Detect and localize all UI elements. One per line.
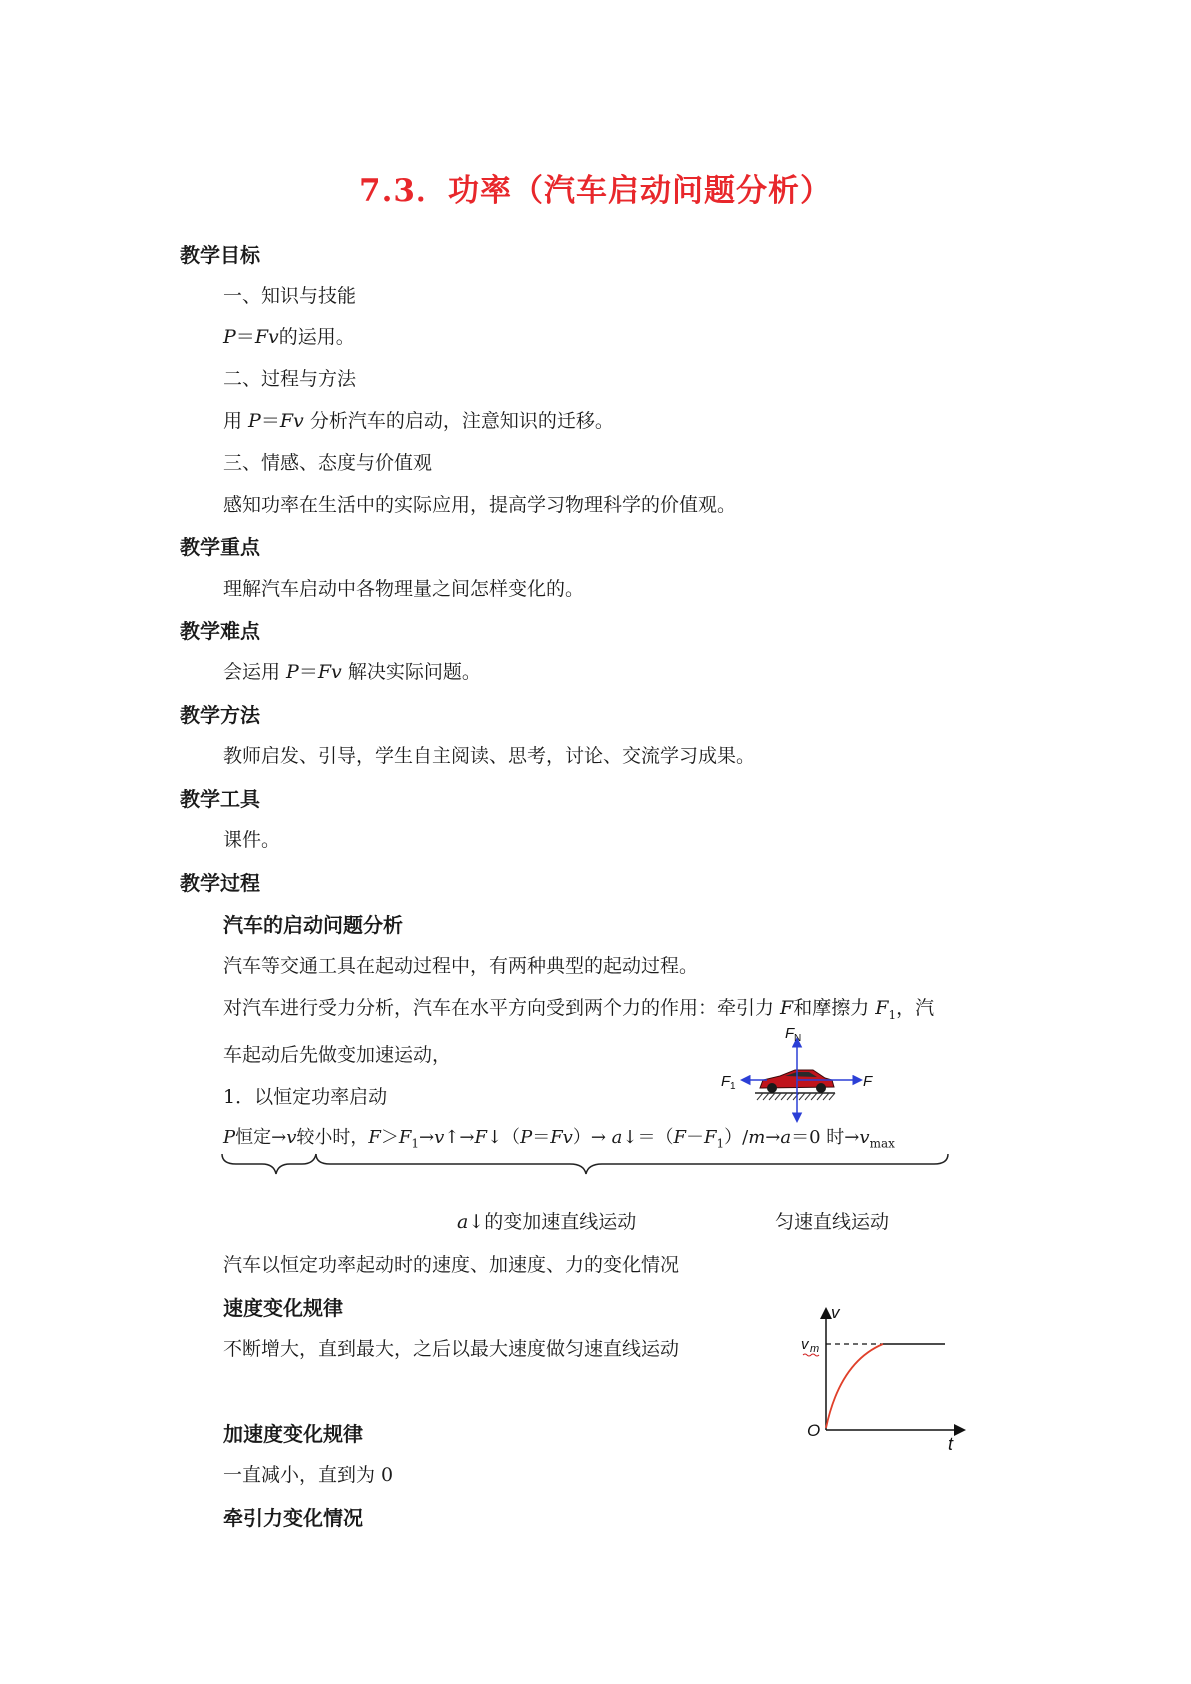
- symbol-f1: F: [875, 997, 889, 1019]
- chain-vmax: v: [859, 1127, 870, 1148]
- chain-f: F: [673, 1127, 686, 1148]
- goal-process-text: [223, 406, 614, 433]
- step-constant-power: 1．以恒定功率启动: [223, 1086, 388, 1108]
- brace-short: [222, 1154, 316, 1174]
- force-analysis-a: 对汽车进行受力分析，汽车在水平方向受到两个力的作用：牵引力: [223, 997, 781, 1019]
- chain-sub: max: [869, 1136, 895, 1151]
- chain-m: m: [748, 1127, 766, 1148]
- process-heading: 教学过程: [180, 871, 260, 895]
- chain-p: P: [520, 1127, 533, 1148]
- difficult-suffix: 解决实际问题。: [341, 661, 481, 683]
- symbol-p: P: [286, 661, 299, 683]
- subscript-1: 1: [888, 1007, 897, 1022]
- v-axis-label: v: [831, 1303, 840, 1322]
- equals-sign: ＝: [298, 661, 318, 683]
- chain-f1: F: [398, 1127, 412, 1148]
- goal-knowledge-suffix: 的运用。: [278, 326, 355, 348]
- speed-text: 不断增大，直到最大，之后以最大速度做匀速直线运动: [223, 1338, 680, 1360]
- chain-text: ＝: [532, 1127, 551, 1148]
- goal-process-prefix: 用: [223, 410, 249, 432]
- brace-long: [316, 1154, 948, 1174]
- key-text: 理解汽车启动中各物理量之间怎样变化的。: [223, 578, 585, 600]
- acceleration-text: 一直减小，直到为 0: [223, 1464, 394, 1486]
- f-label: F: [863, 1073, 873, 1090]
- chain-text: －: [686, 1127, 704, 1148]
- ground-hatch: [755, 1093, 835, 1100]
- velocity-time-graph: [795, 1302, 975, 1452]
- vm-label: v: [801, 1336, 809, 1353]
- car-force-diagram: [705, 1020, 880, 1125]
- method-heading: 教学方法: [180, 703, 260, 727]
- difficult-heading: 教学难点: [180, 619, 260, 643]
- force-analysis-c: 和摩擦力: [793, 997, 876, 1019]
- chain-a: a: [611, 1127, 623, 1148]
- t-axis-label: t: [948, 1434, 954, 1452]
- chain-text: →: [419, 1127, 435, 1148]
- brace-label-variable-text: ↓的变加速直线运动: [468, 1211, 637, 1233]
- chain-text: →: [765, 1127, 781, 1148]
- chain-f1: F: [704, 1127, 717, 1148]
- process-paragraph-1: 汽车等交通工具在起动过程中，有两种典型的起动过程。: [223, 955, 699, 977]
- chain-a: a: [780, 1127, 792, 1148]
- difficult-text: [223, 657, 481, 684]
- speed-heading: 速度变化规律: [223, 1296, 343, 1320]
- goal-process-suffix: 分析汽车的启动，注意知识的迁移。: [303, 410, 614, 432]
- symbol-p: P: [223, 326, 236, 348]
- goal-knowledge: 一、知识与技能: [223, 285, 357, 307]
- f1-sub: 1: [730, 1081, 736, 1092]
- brace-label-uniform: 匀速直线运动: [775, 1211, 890, 1233]
- chain-text: ↓（: [486, 1127, 521, 1148]
- origin-label: O: [807, 1421, 821, 1440]
- process-paragraph-2: [223, 993, 934, 1022]
- equals-sign: ＝: [260, 410, 280, 432]
- fn-label: F: [785, 1025, 795, 1042]
- velocity-curve: [826, 1344, 883, 1428]
- symbol-a: a: [457, 1211, 469, 1233]
- chain-sub: 1: [411, 1136, 420, 1151]
- chain-text: ↑→: [444, 1127, 475, 1148]
- goal-process: 二、过程与方法: [223, 368, 357, 390]
- chain-v: v: [434, 1127, 445, 1148]
- process-subtitle: 汽车的启动问题分析: [223, 913, 403, 937]
- tools-heading: 教学工具: [180, 787, 260, 811]
- chain-sub: 1: [716, 1136, 725, 1151]
- goal-knowledge-text: [223, 322, 355, 349]
- chain-f: F: [474, 1127, 487, 1148]
- symbol-fv: Fv: [317, 661, 342, 683]
- brace-label-variable: [457, 1207, 636, 1234]
- phase-braces: [218, 1150, 958, 1190]
- f1-label: F: [721, 1073, 731, 1090]
- acceleration-heading: 加速度变化规律: [223, 1422, 363, 1446]
- symbol-f: F: [780, 997, 794, 1019]
- goals-heading: 教学目标: [180, 243, 260, 267]
- key-heading: 教学重点: [180, 535, 260, 559]
- process-paragraph-4: 汽车以恒定功率起动时的速度、加速度、力的变化情况: [223, 1254, 680, 1276]
- vm-sub: m: [810, 1343, 820, 1355]
- symbol-fv: Fv: [254, 326, 279, 348]
- constant-power-chain: [223, 1123, 895, 1151]
- chain-p: P: [223, 1127, 236, 1148]
- force-analysis-f: ，汽: [896, 997, 935, 1019]
- chain-text: 较小时，: [296, 1127, 369, 1148]
- fn-sub: N: [794, 1033, 802, 1044]
- symbol-p: P: [248, 410, 261, 432]
- goal-attitude: 三、情感、态度与价值观: [223, 452, 433, 474]
- chain-text: ）→: [572, 1127, 612, 1148]
- difficult-prefix: 会运用: [223, 661, 287, 683]
- chain-text: ＝0 时→: [791, 1127, 860, 1148]
- goal-attitude-text: 感知功率在生活中的实际应用，提高学习物理科学的价值观。: [223, 494, 737, 516]
- chain-f: F: [368, 1127, 381, 1148]
- symbol-fv: Fv: [279, 410, 304, 432]
- equals-sign: ＝: [235, 326, 255, 348]
- chain-text: 恒定→: [235, 1127, 287, 1148]
- chain-fv: Fv: [550, 1127, 573, 1148]
- chain-text: ）/: [724, 1127, 749, 1148]
- force-heading: 牵引力变化情况: [223, 1506, 363, 1530]
- page-title: 7.3．功率（汽车启动问题分析）: [359, 173, 832, 209]
- method-text: 教师启发、引导，学生自主阅读、思考，讨论、交流学习成果。: [223, 745, 756, 767]
- chain-text: ↓＝（: [622, 1127, 674, 1148]
- tools-text: 课件。: [223, 829, 281, 851]
- chain-text: ＞: [380, 1127, 399, 1148]
- process-paragraph-3: 车起动后先做变加速运动，: [223, 1044, 452, 1066]
- chain-v: v: [286, 1127, 297, 1148]
